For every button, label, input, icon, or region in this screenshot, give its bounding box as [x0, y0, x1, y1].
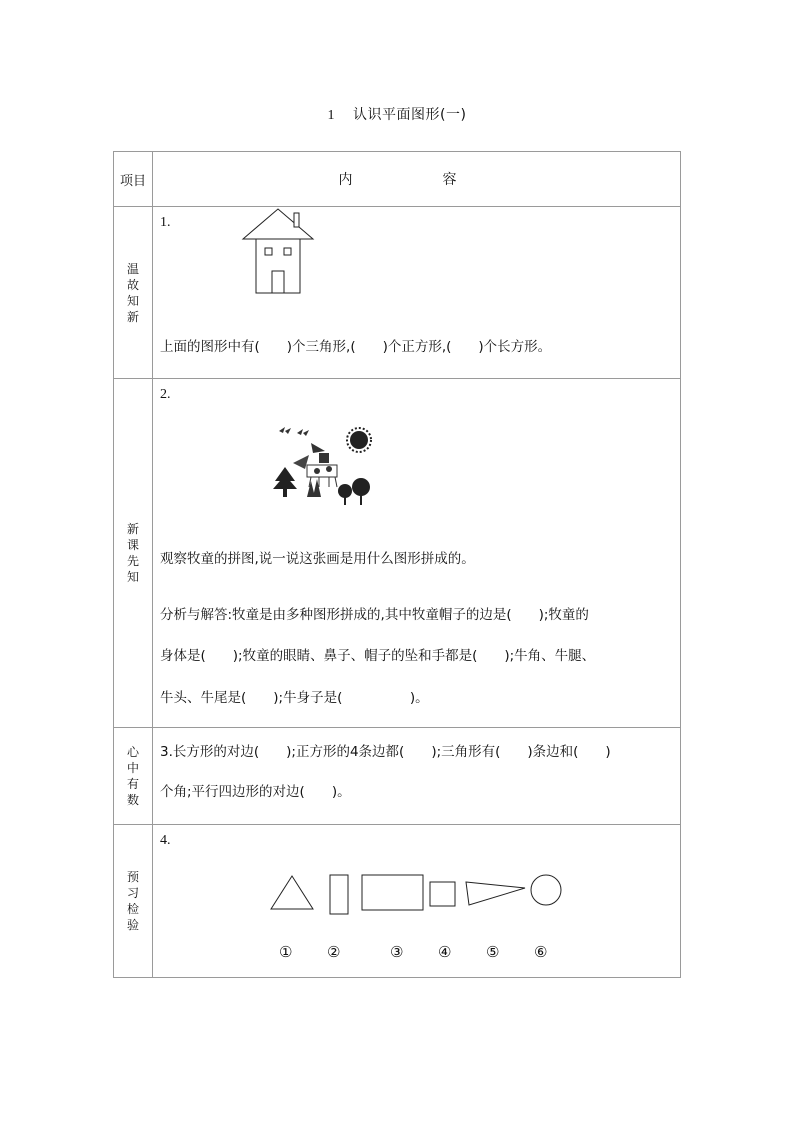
- square-shape: [430, 882, 455, 906]
- label-5: ⑤: [486, 943, 500, 961]
- title-number: 1: [327, 108, 336, 123]
- side-label-review: 温故知新: [126, 261, 139, 324]
- page-title: [0, 104, 794, 124]
- analysis-line-1: 分析与解答:牧童是由多种图形拼成的,其中牧童帽子的边是( );牧童的: [160, 607, 589, 623]
- label-4: ④: [438, 943, 452, 961]
- shepherd-puzzle-figure: [273, 423, 388, 513]
- content-preview: [153, 379, 681, 728]
- rectangle-shape: [362, 875, 423, 910]
- acute-triangle-shape: [466, 882, 525, 905]
- header-item: 项目: [114, 152, 153, 207]
- content-check: [153, 825, 681, 978]
- circle-shape: [531, 875, 561, 905]
- header-content: 内 容: [153, 152, 681, 207]
- analysis-line-3: 牛头、牛尾是( );牛身子是( )。: [160, 690, 429, 706]
- fill-line-1: 3.长方形的对边( );正方形的4条边都( );三角形有( )条边和( ): [160, 744, 611, 760]
- question-number: 2.: [160, 387, 171, 402]
- fill-line-2: 个角;平行四边形的对边( )。: [160, 784, 351, 800]
- worksheet-table: [113, 151, 681, 978]
- question-number: 1.: [160, 215, 171, 230]
- question-text: 观察牧童的拼图,说一说这张画是用什么图形拼成的。: [160, 551, 475, 567]
- label-3: ③: [390, 943, 404, 961]
- content-understand: [153, 728, 681, 825]
- shapes-figure: [153, 865, 673, 925]
- row-review: [114, 207, 681, 379]
- triangle-shape: [271, 876, 313, 909]
- content-review: [153, 207, 681, 379]
- label-6: ⑥: [534, 943, 548, 961]
- analysis-line-2: 身体是( );牧童的眼睛、鼻子、帽子的坠和手都是( );牛角、牛腿、: [160, 648, 596, 664]
- row-check: [114, 825, 681, 978]
- side-label-check: 预习检验: [126, 870, 139, 932]
- question-number: 4.: [160, 833, 171, 848]
- question-text: 上面的图形中有( )个三角形,( )个正方形,( )个长方形。: [160, 339, 552, 355]
- side-label-understand: 心中有数: [126, 745, 139, 807]
- side-label-preview: 新课先知: [126, 522, 139, 584]
- house-figure: [241, 207, 321, 297]
- row-preview: [114, 379, 681, 728]
- header-row: [114, 152, 681, 207]
- label-1: ①: [279, 943, 293, 961]
- label-2: ②: [327, 943, 341, 961]
- row-understand: [114, 728, 681, 825]
- narrow-rectangle-shape: [330, 875, 348, 914]
- title-text: 认识平面图形(一): [353, 107, 467, 123]
